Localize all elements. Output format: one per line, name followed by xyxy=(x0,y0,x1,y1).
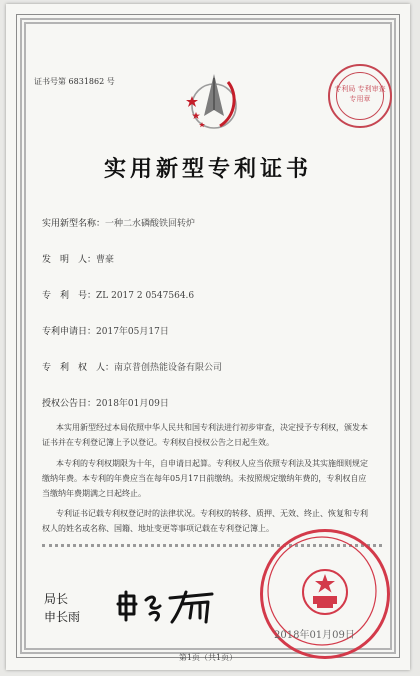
national-emblem-icon xyxy=(299,566,351,618)
filing-date-value: 2017年05月17日 xyxy=(96,327,169,337)
director-name: 申长雨 xyxy=(44,610,81,624)
patentee-row xyxy=(42,360,222,373)
patent-number-row xyxy=(42,288,194,301)
body-paragraph-3: 专利证书记载专利权登记时的法律状况。专利权的转移、质押、无效、终止、恢复和专利权人的姓名或名称、国籍、地址变更等事项记载在专利登记簿上。 xyxy=(42,509,368,533)
certificate-number xyxy=(34,76,115,87)
grant-date-row xyxy=(42,396,169,409)
seal-date: 2018年01月09日 xyxy=(274,630,355,641)
director-title: 局长 xyxy=(44,592,69,606)
utility-model-name-row xyxy=(42,216,195,229)
top-seal-text: 专利局 专利审查 专用章 xyxy=(334,85,386,103)
grant-date-value: 2018年01月09日 xyxy=(96,399,169,409)
certificate-title: 实用新型专利证书 xyxy=(103,156,312,182)
patentee-label: 专 利 权 人： xyxy=(42,363,115,373)
filing-date-row xyxy=(42,324,169,337)
director-signature-icon xyxy=(112,574,232,634)
filing-date-label: 专利申请日： xyxy=(42,327,97,337)
top-right-seal xyxy=(328,64,392,128)
certificate-number-label: 证书号第 xyxy=(34,77,66,86)
patent-office-logo-icon xyxy=(184,68,248,134)
body-paragraph-1: 本实用新型经过本局依照中华人民共和国专利法进行初步审查，决定授予专利权，颁发本证书并在专利登记簿上予以登记。专利权自授权公告之日起生效。 xyxy=(42,423,368,447)
grant-date-label: 授权公告日： xyxy=(42,399,97,409)
inventor-value: 曹豪 xyxy=(96,255,115,265)
certificate-number-value: 6831862 xyxy=(68,77,105,86)
patentee-value: 南京普创热能设备有限公司 xyxy=(114,363,223,373)
utility-model-name-value: 一种二水磷酸铁回转炉 xyxy=(105,219,196,229)
body-paragraph-2: 本专利的专利权期限为十年，自申请日起算。专利权人应当依照专利法及其实施细则规定缴纳年费。本专利的年费应当在每年05月17日前缴纳。未按照规定缴纳年费的，专利权自应当缴纳年费期满之日起终止。 xyxy=(42,459,368,498)
patent-number-value: ZL 2017 2 0547564.6 xyxy=(96,291,195,301)
certificate-content xyxy=(28,24,388,662)
utility-model-name-label: 实用新型名称： xyxy=(42,219,106,229)
inventor-row xyxy=(42,252,114,265)
certificate-page xyxy=(6,4,410,670)
patent-number-label: 专 利 号： xyxy=(42,291,97,301)
inventor-label: 发 明 人： xyxy=(42,255,97,265)
page-footer: 第1页（共1页） xyxy=(178,653,238,662)
certificate-number-suffix: 号 xyxy=(106,77,115,86)
